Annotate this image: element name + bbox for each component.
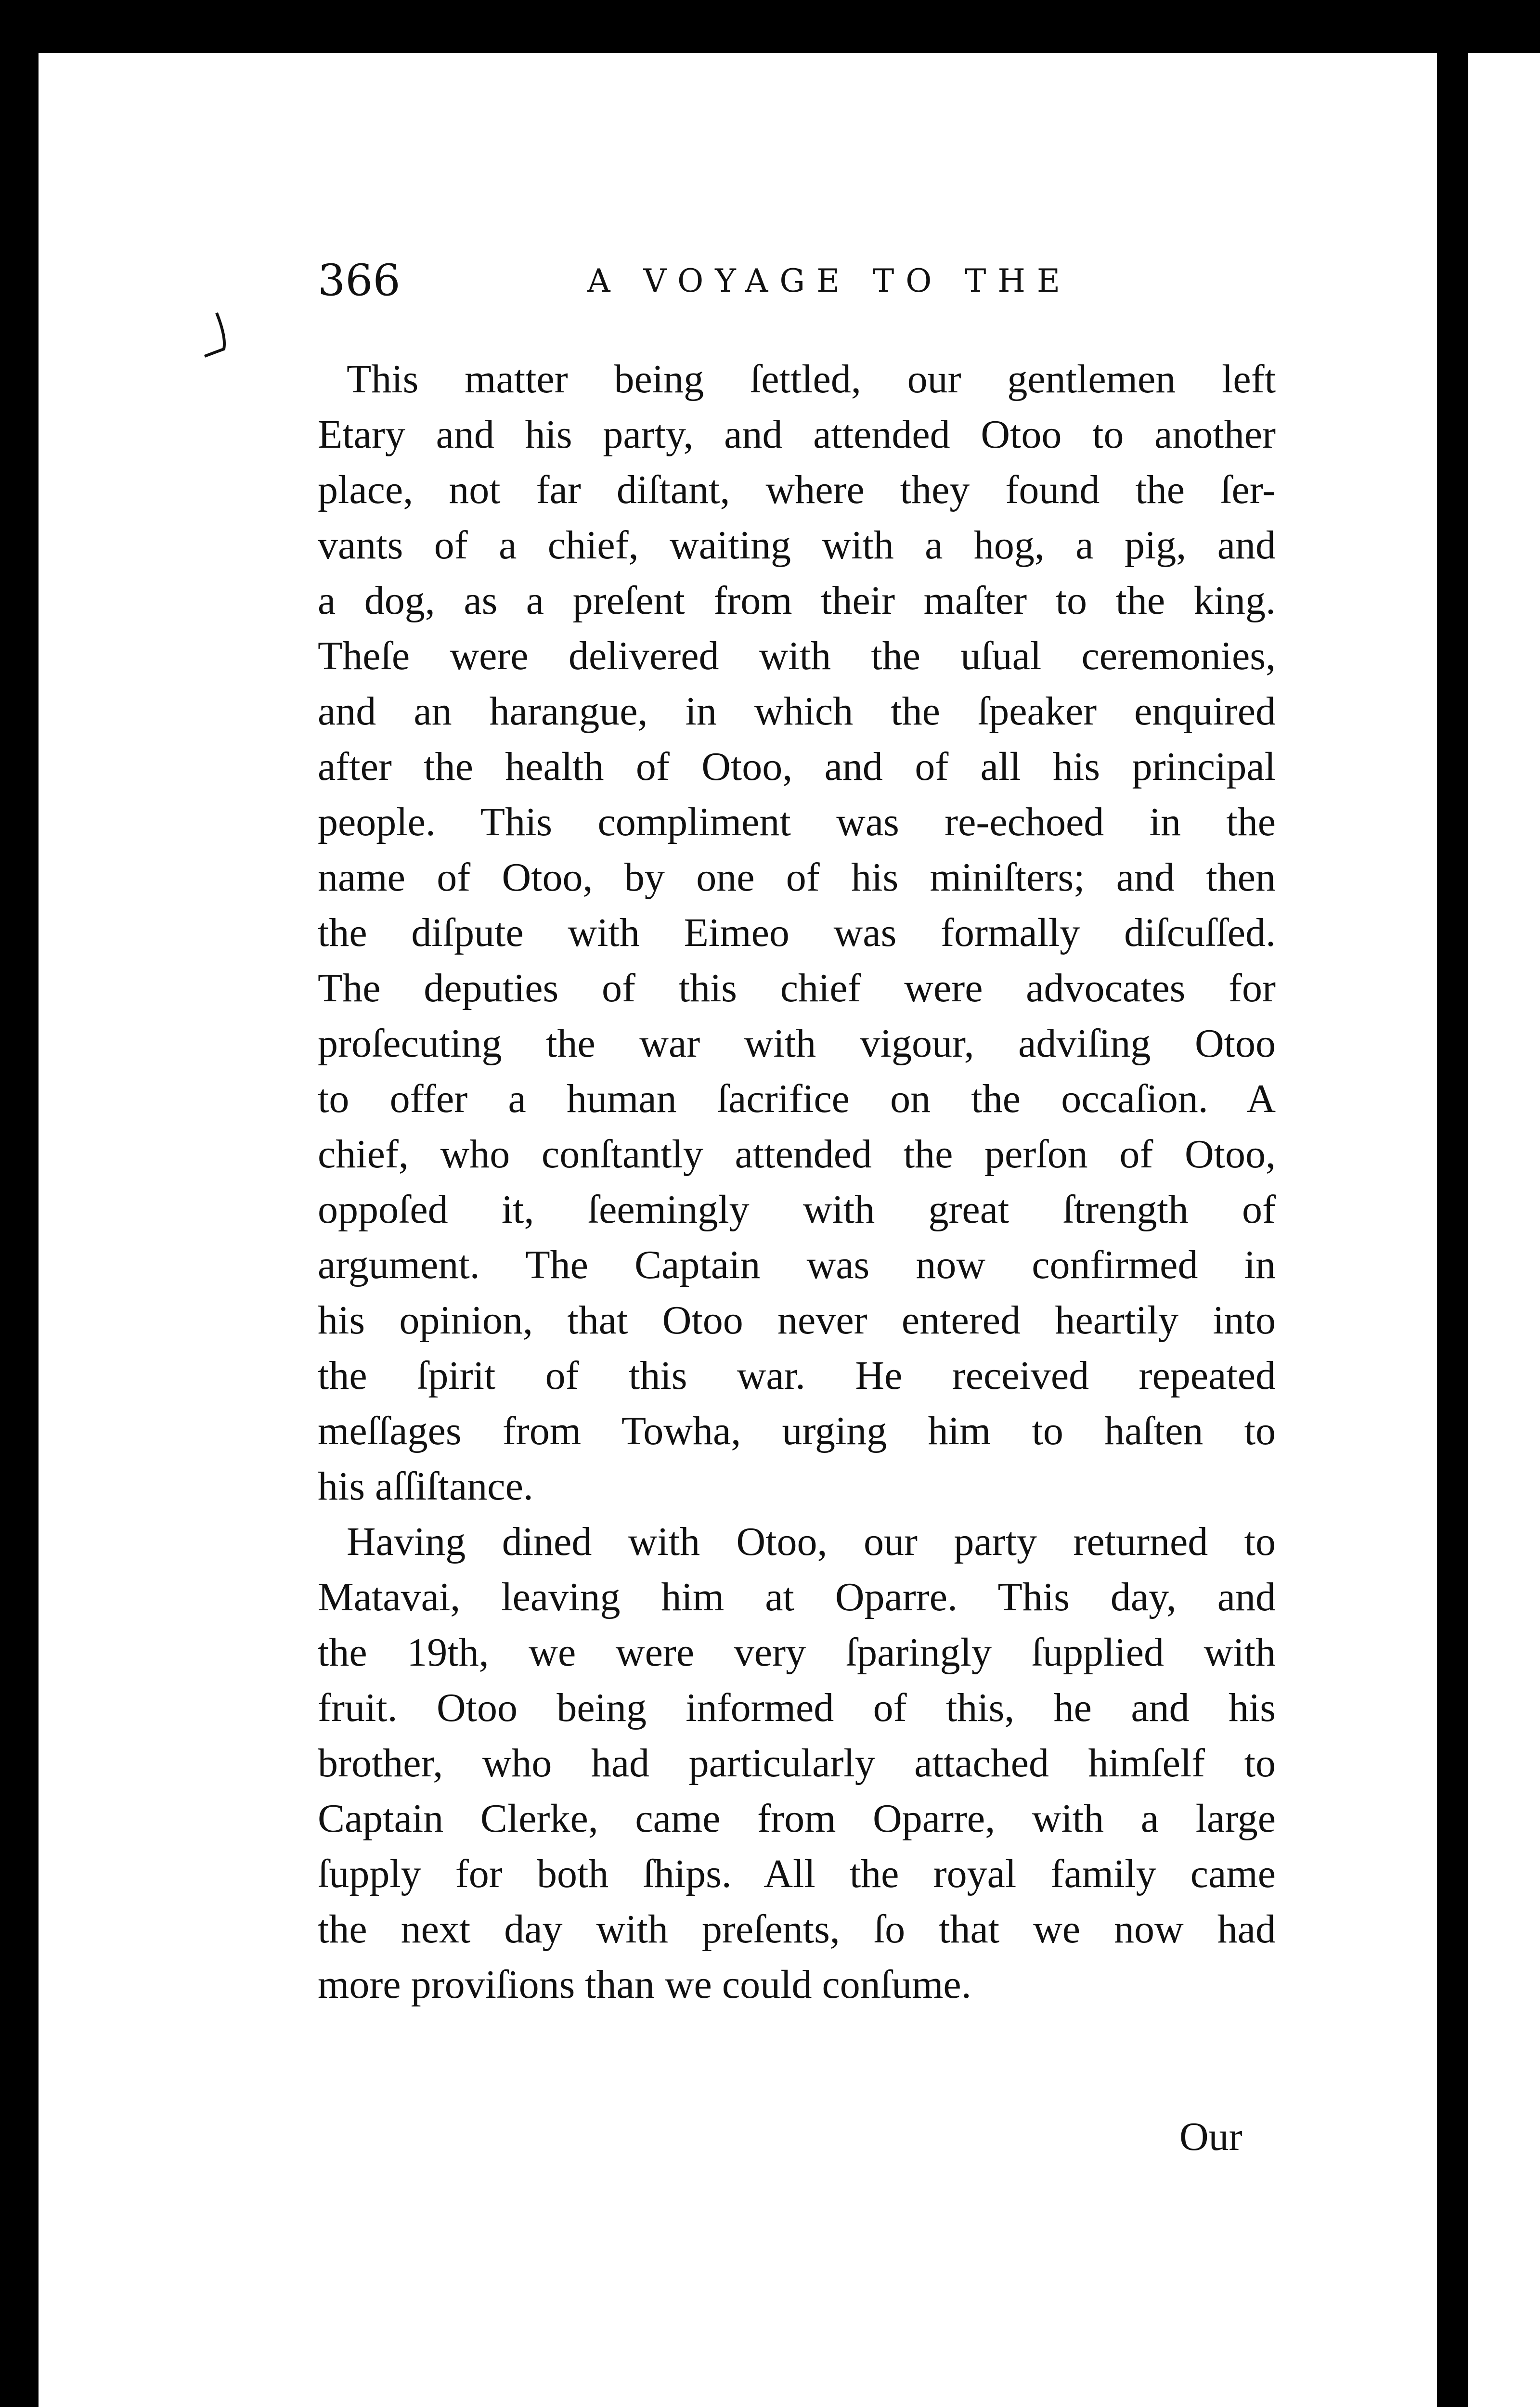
- text-line: place, not far diſtant, where they found the ſer-: [318, 467, 1276, 512]
- text-line: Etary and his party, and attended Otoo to another: [318, 412, 1276, 457]
- page-number: 366: [318, 255, 401, 306]
- text-line: fruit. Otoo being informed of this, he and his: [318, 1685, 1276, 1730]
- text-line: argument. The Captain was now confirmed in: [318, 1242, 1276, 1287]
- text-line: brother, who had particularly attached himſelf to: [318, 1741, 1276, 1786]
- text-line: a dog, as a preſent from their maſter to the king.: [318, 578, 1276, 623]
- text-line: people. This compliment was re-echoed in the: [318, 800, 1276, 844]
- text-line: The deputies of this chief were advocates for: [318, 966, 1276, 1010]
- text-line: chief, who conſtantly attended the perſon of Otoo,: [318, 1132, 1276, 1177]
- text-line: meſſages from Towha, urging him to haſten to: [318, 1409, 1276, 1453]
- text-line: the 19th, we were very ſparingly ſupplied with: [318, 1630, 1276, 1675]
- text-line: more proviſions than we could conſume.: [318, 1962, 971, 2007]
- handwritten-mark-icon: [202, 308, 265, 371]
- text-line: This matter being ſettled, our gentlemen left: [347, 357, 1276, 401]
- running-title: A VOYAGE TO THE: [587, 262, 1072, 299]
- text-line: his aſſiſtance.: [318, 1464, 533, 1509]
- text-line: ſupply for both ſhips. All the royal family came: [318, 1851, 1276, 1896]
- catchword: Our: [1179, 2114, 1242, 2159]
- text-line: oppoſed it, ſeemingly with great ſtrength of: [318, 1187, 1276, 1232]
- text-line: the diſpute with Eimeo was formally diſcuſſed.: [318, 910, 1276, 955]
- text-line: Having dined with Otoo, our party returned to: [347, 1519, 1276, 1564]
- text-line: to offer a human ſacrifice on the occaſion. A: [318, 1076, 1276, 1121]
- text-line: the next day with preſents, ſo that we now had: [318, 1907, 1276, 1952]
- text-line: the ſpirit of this war. He received repeated: [318, 1353, 1276, 1398]
- text-line: Theſe were delivered with the uſual ceremonies,: [318, 634, 1276, 678]
- text-line: proſecuting the war with vigour, adviſing Otoo: [318, 1021, 1276, 1066]
- text-line: his opinion, that Otoo never entered heartily into: [318, 1298, 1276, 1343]
- text-line: and an harangue, in which the ſpeaker enquired: [318, 689, 1276, 734]
- text-line: Matavai, leaving him at Oparre. This day, and: [318, 1575, 1276, 1619]
- text-line: Captain Clerke, came from Oparre, with a large: [318, 1796, 1276, 1841]
- text-line: after the health of Otoo, and of all his principal: [318, 744, 1276, 789]
- running-head: [318, 255, 1281, 313]
- text-line: vants of a chief, waiting with a hog, a pig, and: [318, 523, 1276, 568]
- body-text: [318, 351, 1276, 2012]
- facing-page-edge: [1468, 53, 1540, 2407]
- text-line: name of Otoo, by one of his miniſters; and then: [318, 855, 1276, 900]
